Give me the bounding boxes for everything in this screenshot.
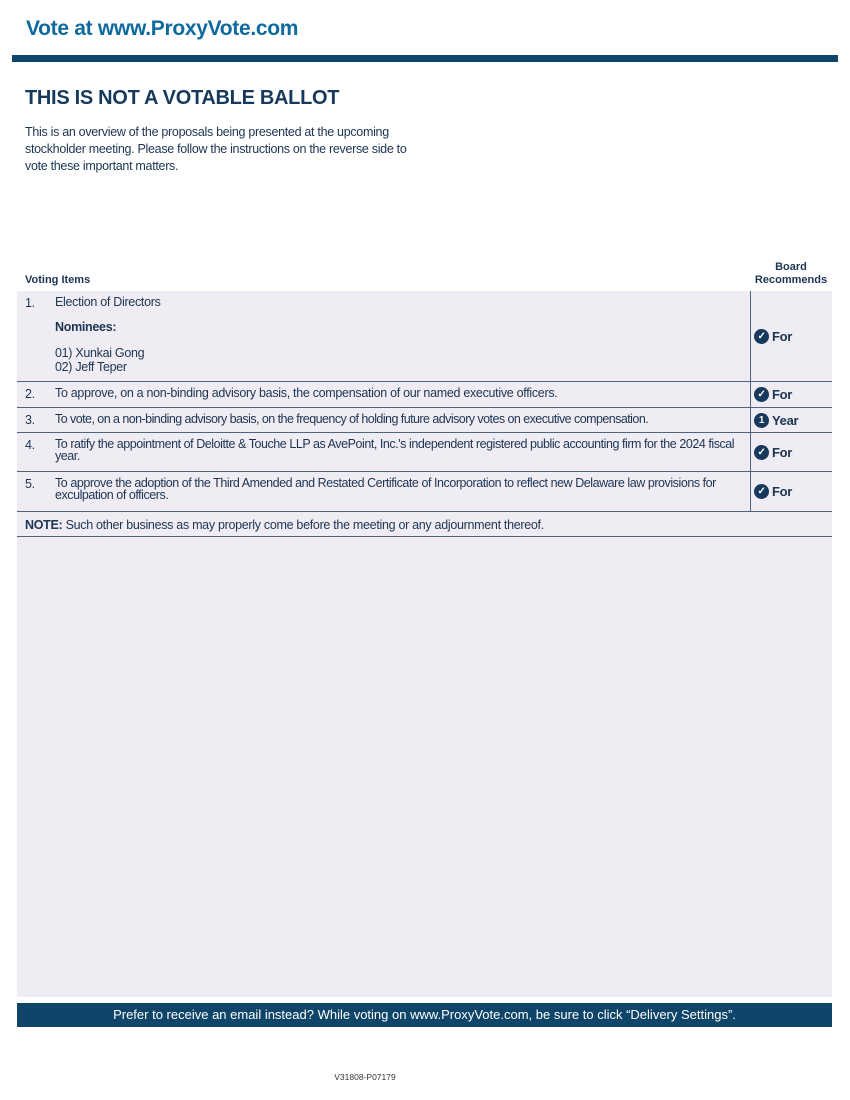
nominees-label: Nominees: xyxy=(55,320,117,334)
board-recommendation xyxy=(750,382,832,407)
item-text: To approve the adoption of the Third Amended and Restated Certificate of Incorporation to reflect new Delaware law provisions for exculpation of officers. xyxy=(55,476,716,502)
voting-item-5 xyxy=(17,472,832,512)
item-text: To ratify the appointment of Deloitte & Touche LLP as AvePoint, Inc.'s independent registered public accounting firm for the 2024 fiscal year. xyxy=(55,437,735,463)
check-circle-icon: ✓ xyxy=(754,445,769,460)
board-recommendation xyxy=(750,408,832,432)
voting-item-1 xyxy=(17,291,832,382)
item-text xyxy=(55,296,747,374)
board-recommendation xyxy=(750,433,832,471)
board-recommendation xyxy=(750,291,832,381)
document-code: V31808-P07179 xyxy=(334,1072,396,1082)
voting-item-2 xyxy=(17,382,832,408)
nominee: 01) Xunkai Gong xyxy=(55,346,145,360)
item-text: To approve, on a non-binding advisory basis, the compensation of our named executive officers. xyxy=(55,386,558,400)
page-title: THIS IS NOT A VOTABLE BALLOT xyxy=(25,87,340,109)
recommendation-label: Year xyxy=(772,412,799,428)
voting-items-header: Voting Items xyxy=(25,274,91,286)
proxyvote-link[interactable]: Vote at www.ProxyVote.com xyxy=(26,17,299,40)
item-number: 1. xyxy=(25,296,35,310)
board-recommends-header: Board Recommends xyxy=(754,261,828,286)
voting-item-3 xyxy=(17,408,832,433)
item-number: 4. xyxy=(25,438,35,452)
note-label: NOTE: xyxy=(25,518,63,532)
check-circle-icon: ✓ xyxy=(754,484,769,499)
item-title: Election of Directors xyxy=(55,295,161,309)
item-number: 5. xyxy=(25,477,35,491)
intro-text: This is an overview of the proposals being presented at the upcoming stockholder meeting. Please follow the instructions on the reverse side to vote these important matters. xyxy=(25,125,407,173)
number-one-circle-icon: 1 xyxy=(754,413,769,428)
check-circle-icon: ✓ xyxy=(754,329,769,344)
note-row xyxy=(17,512,832,537)
recommendation-label: For xyxy=(772,484,793,499)
recommendation-label: For xyxy=(772,328,793,344)
note-text: Such other business as may properly come before the meeting or any adjournment thereof. xyxy=(62,518,544,532)
item-number: 3. xyxy=(25,413,35,427)
item-number: 2. xyxy=(25,387,35,401)
voting-item-4 xyxy=(17,433,832,472)
recommendation-label: For xyxy=(772,387,793,402)
nominee: 02) Jeff Teper xyxy=(55,360,127,374)
header-divider xyxy=(12,55,838,62)
check-circle-icon: ✓ xyxy=(754,387,769,402)
item-text: To vote, on a non-binding advisory basis, on the frequency of holding future advisory votes on executive compensation. xyxy=(55,412,649,426)
recommendation-label: For xyxy=(772,444,793,460)
note xyxy=(25,518,544,532)
delivery-settings-banner: Prefer to receive an email instead? While voting on www.ProxyVote.com, be sure to click “Delivery Settings”. xyxy=(17,1003,832,1027)
board-recommendation xyxy=(750,472,832,511)
